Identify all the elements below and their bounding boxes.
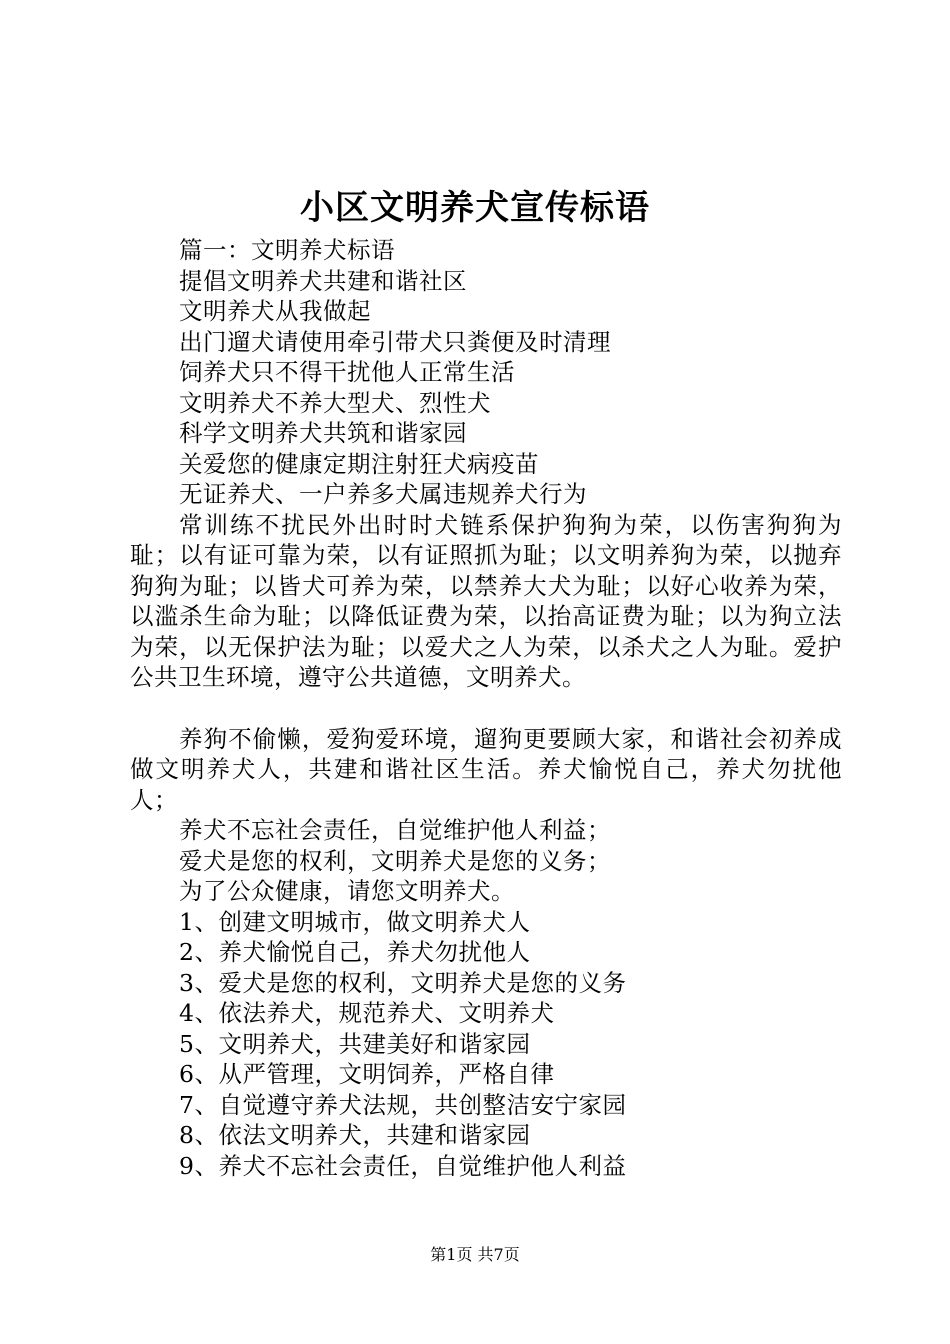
paragraph-gap <box>130 693 842 724</box>
list-item: 6、从严管理，文明饲养，严格自律 <box>179 1060 555 1088</box>
document-body <box>130 235 842 1181</box>
list-item: 2、养犬愉悦自己，养犬勿扰他人 <box>179 938 531 966</box>
text-line: 饲养犬只不得干扰他人正常生活 <box>179 358 515 386</box>
text-line: 科学文明养犬共筑和谐家园 <box>179 419 467 447</box>
document-title: 小区文明养犬宣传标语 <box>300 188 650 228</box>
text-line: 文明养犬不养大型犬、烈性犬 <box>179 388 491 417</box>
text-line: 无证养犬、一户养多犬属违规养犬行为 <box>179 480 587 508</box>
text-line: 养犬不忘社会责任，自觉维护他人利益； <box>179 816 611 844</box>
list-item: 1、创建文明城市，做文明养犬人 <box>179 907 531 936</box>
text-line: 篇一：文明养犬标语 <box>179 236 395 264</box>
list-item: 3、爱犬是您的权利，文明养犬是您的义务 <box>179 968 627 997</box>
paragraph-civilized-dog: 养狗不偷懒，爱狗爱环境，遛狗更要顾大家，和谐社会初养成做文明养犬人，共建和谐社区生活。养犬愉悦自己，养犬勿扰他人； <box>130 724 842 814</box>
text-line: 提倡文明养犬共建和谐社区 <box>179 266 467 295</box>
text-line: 为了公众健康，请您文明养犬。 <box>179 877 515 905</box>
list-item: 5、文明养犬，共建美好和谐家园 <box>179 1029 531 1058</box>
text-line: 爱犬是您的权利，文明养犬是您的义务； <box>179 846 611 875</box>
paragraph-honor-disgrace: 常训练不扰民外出时时犬链系保护狗狗为荣，以伤害狗狗为耻；以有证可靠为荣，以有证照抓为耻；以文明养狗为荣，以抛弃狗狗为耻；以皆犬可养为荣，以禁养大犬为耻；以好心收养为荣，以滥杀生命为耻；以降低证费为荣，以抬高证费为耻；以为狗立法为荣，以无保护法为耻；以爱犬之人为荣，以杀犬之人为耻。爱护公共卫生环境，遵守公共道德，文明养犬。 <box>130 510 842 691</box>
page-number-footer: 第1页 共7页 <box>430 1245 520 1264</box>
list-item: 4、依法养犬，规范养犬、文明养犬 <box>179 999 555 1027</box>
text-line: 出门遛犬请使用牵引带犬只粪便及时清理 <box>179 327 611 356</box>
list-item: 7、自觉遵守养犬法规，共创整洁安宁家园 <box>179 1090 627 1119</box>
text-line: 关爱您的健康定期注射狂犬病疫苗 <box>179 449 539 478</box>
text-line: 文明养犬从我做起 <box>179 297 371 325</box>
list-item: 9、养犬不忘社会责任，自觉维护他人利益 <box>179 1151 627 1180</box>
list-item: 8、依法文明养犬，共建和谐家园 <box>179 1121 531 1149</box>
